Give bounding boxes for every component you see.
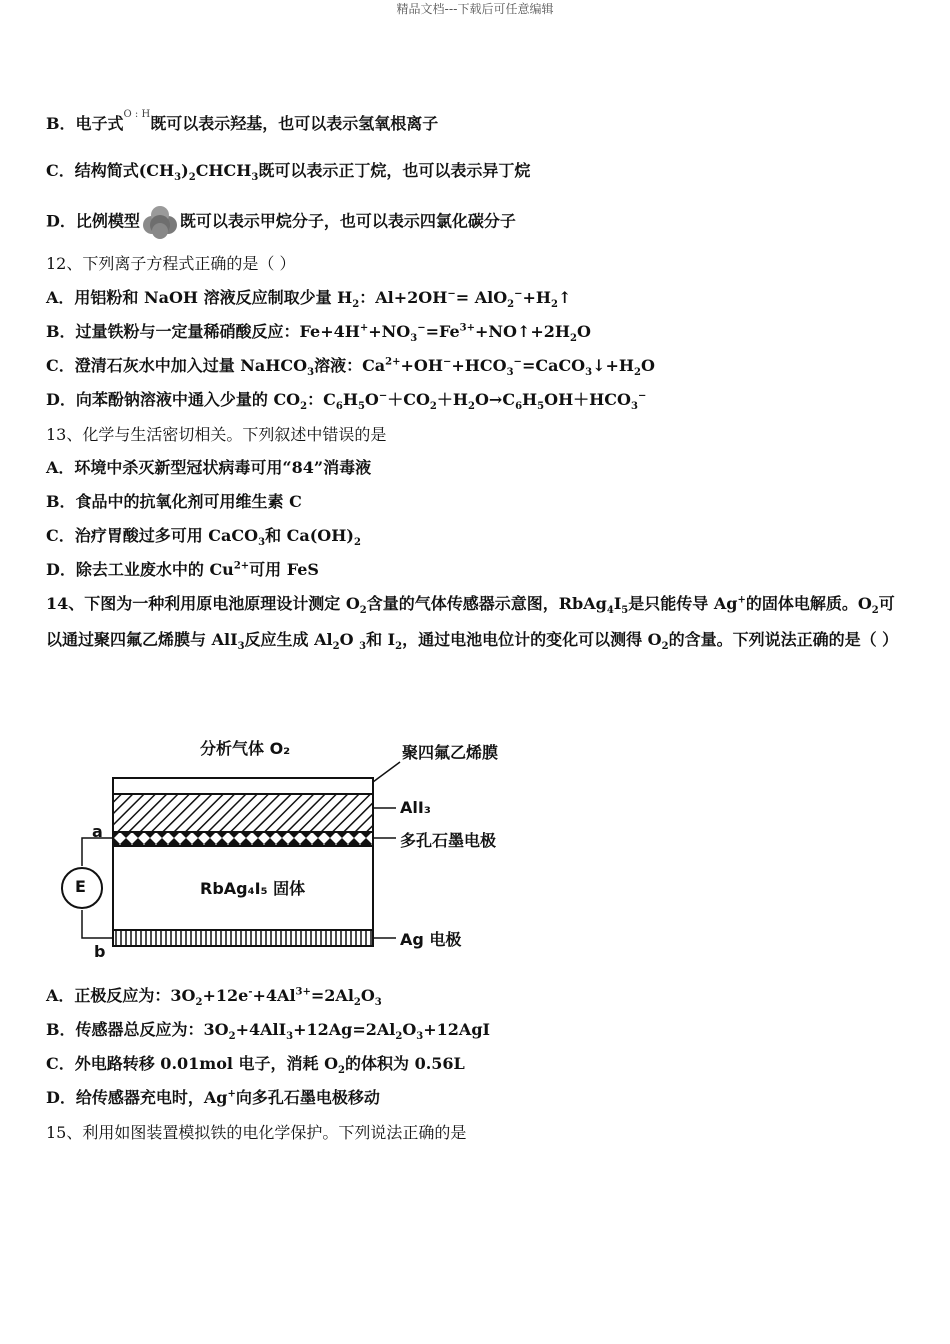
q11-b-text: B．电子式 [46,114,124,133]
text-segment: C．外电路转移 0.01mol 电子，消耗 O [46,1054,339,1073]
terminal-b: b [94,942,106,961]
graphite-label: 多孔石墨电极 [400,831,497,850]
q14-option-a [46,986,382,1009]
q12-title: 12、下列离子方程式正确的是（ ） [46,254,296,273]
text-segment: I [613,594,622,613]
supscript: − [514,288,523,300]
subscript: 3 [359,641,367,653]
text-segment: O [364,390,379,409]
sub: 3 [174,172,182,184]
text-segment: D．向苯酚钠溶液中通入少量的 CO [46,390,301,409]
text-segment: C．治疗胃酸过多可用 CaCO [46,526,259,545]
supscript: 3+ [459,322,475,334]
q12-option-a [46,288,572,311]
ag-electrode [113,930,373,946]
text-segment: ↓+H [592,356,635,375]
text-segment: D．除去工业废水中的 Cu [46,560,234,579]
text-segment: +OH [400,356,443,375]
text-segment: 可以通过聚四氟乙烯膜与 AlI [46,594,895,649]
text-segment: H [342,390,358,409]
meter-label: E [75,877,86,896]
text-segment: ↑ [558,288,572,307]
text-segment: 向多孔石墨电极移动 [235,1088,380,1107]
subscript: 3 [374,997,382,1009]
q11-d-text: D．比例模型 [46,211,140,231]
supscript: 2+ [385,356,401,368]
subscript: 2 [353,537,361,549]
subscript: 2 [352,299,360,311]
subscript: 3 [416,1031,424,1043]
text-segment: 是只能传导 Ag [628,594,738,613]
text-segment: ＋H [436,390,469,409]
text-segment: O [577,322,591,341]
text-segment: 含量的气体传感器示意图，RbAg [366,594,607,613]
supscript: − [447,288,456,300]
q11-b-text-2: 既可以表示羟基，也可以表示氢氧根离子 [150,114,439,133]
supscript: + [737,594,746,606]
text-segment: ＋CO [387,390,430,409]
supscript: + [359,322,369,334]
text-segment: C．澄清石灰水中加入过量 NaHCO [46,356,308,375]
supscript: − [378,390,388,402]
gas-sensor-diagram [60,730,500,970]
text-segment: O [360,986,375,1005]
q14-option-c [46,1054,465,1077]
subscript: 4 [606,605,614,617]
subscript: 3 [258,537,266,549]
supscript: − [417,322,426,334]
supscript: - [248,986,253,998]
text-segment: +12Ag=2Al [293,1020,396,1039]
text: ) [181,161,189,180]
q11-option-b [46,108,439,135]
subscript: 2 [395,641,403,653]
q13-option-b: B．食品中的抗氧化剂可用维生素 C [46,492,302,511]
subscript: 5 [357,401,365,413]
page-header: 精品文档---下载后可任意编辑 [396,2,554,16]
space-filling-model-image [140,205,180,239]
text-segment: +12e [202,986,249,1005]
q13-option-c [46,526,361,549]
membrane-layer [113,778,373,794]
subscript: 2 [332,641,340,653]
text-segment: A．用铝粉和 NaOH 溶液反应制取少量 H [46,288,353,307]
electron-formula-text: O : H [123,108,151,120]
supscript: − [637,390,647,402]
text: 既可以表示正丁烷，也可以表示异丁烷 [258,161,531,180]
q13-option-d [46,560,319,580]
subscript: 3 [410,333,418,345]
q12-option-b [46,322,591,345]
subscript: 2 [507,299,515,311]
text-segment: 14、下图为一种利用原电池原理设计测定 O [46,594,360,613]
text-segment: +H [522,288,552,307]
solid-label: RbAg₄I₅ 固体 [200,879,306,898]
q13-title: 13、化学与生活密切相关。下列叙述中错误的是 [46,425,387,444]
electron-formula [124,105,151,125]
subscript: 2 [359,605,367,617]
text-segment: 可用 FeS [249,560,319,579]
subscript: 2 [300,401,308,413]
sub: 2 [188,172,196,184]
q11-option-d [46,205,516,239]
q14-option-d [46,1088,380,1108]
text-segment: 和 Ca(OH) [265,526,354,545]
text-segment: = AlO [455,288,508,307]
text-segment: +4Al [252,986,296,1005]
text-segment: A．正极反应为：3O [46,986,196,1005]
subscript: 2 [338,1065,346,1077]
q11-option-c [46,161,531,184]
text-segment: =2Al [310,986,354,1005]
subscript: 3 [630,401,638,413]
text-segment: 和 I [366,630,396,649]
subscript: 2 [353,997,361,1009]
ag-label: Ag 电极 [400,930,462,949]
q11-d-text-2: 既可以表示甲烷分子，也可以表示四氯化碳分子 [179,211,516,231]
subscript: 5 [537,401,545,413]
subscript: 2 [195,997,203,1009]
ali3-layer [113,794,373,832]
text-segment: +12AgI [423,1020,491,1039]
gas-label: 分析气体 O₂ [200,739,291,758]
text-segment: H [522,390,538,409]
subscript: 3 [286,1031,294,1043]
graphite-layer [113,832,373,846]
supscript: − [442,356,452,368]
text-segment: 反应生成 Al [244,630,333,649]
membrane-label: 聚四氟乙烯膜 [402,743,499,762]
text-segment: ：Al+2OH [359,288,448,307]
text-segment: O [339,630,360,649]
text: CHCH [195,161,252,180]
supscript: − [513,356,522,368]
ali3-label: AlI₃ [400,798,431,817]
text-segment: 的体积为 0.56L [345,1054,465,1073]
text-segment: B．传感器总反应为：3O [46,1020,229,1039]
subscript: 6 [335,401,343,413]
subscript: 2 [395,1031,403,1043]
text-segment: ：C [307,390,336,409]
subscript: 5 [621,605,629,617]
sub: 3 [251,172,259,184]
text: C．结构简式(CH [46,161,175,180]
text-segment: 的含量。下列说法正确的是（ ） [668,630,899,649]
text-segment: +4AlI [235,1020,287,1039]
q14-option-b [46,1020,491,1043]
subscript: 3 [237,641,245,653]
text-segment: D．给传感器充电时，Ag [46,1088,228,1107]
q12-option-d [46,390,647,413]
text-segment: B．过量铁粉与一定量稀硝酸反应：Fe+4H [46,322,360,341]
supscript: 2+ [233,560,250,572]
supscript: 3+ [295,986,311,998]
text-segment: O→C [474,390,516,409]
q14-stem [46,586,906,658]
subscript: 2 [661,641,669,653]
text-segment: +NO [368,322,411,341]
subscript: 2 [468,401,475,413]
q12-option-c [46,356,655,379]
q13-option-a: A．环境中杀灭新型冠状病毒可用“84”消毒液 [46,458,372,477]
subscript: 3 [506,367,514,379]
text-segment: 的固体电解质。O [745,594,872,613]
subscript: 2 [871,605,879,617]
subscript: 2 [551,299,559,311]
text-segment: ，通过电池电位计的变化可以测得 O [402,630,662,649]
subscript: 6 [515,401,523,413]
supscript: + [227,1088,236,1100]
subscript: 2 [570,333,577,345]
text-segment: =CaCO [521,356,586,375]
q15-title: 15、利用如图装置模拟铁的电化学保护。下列说法正确的是 [46,1123,467,1142]
text-segment: 溶液：Ca [314,356,386,375]
text-segment: +HCO [451,356,507,375]
subscript: 2 [228,1031,236,1043]
text-segment: O [641,356,655,375]
subscript: 2 [634,367,641,379]
text-segment: O [402,1020,417,1039]
text-segment: +NO↑+2H [475,322,571,341]
subscript: 3 [585,367,593,379]
terminal-a: a [92,822,103,841]
subscript: 2 [429,401,437,413]
text-segment: OH＋HCO [544,390,631,409]
text-segment: =Fe [425,322,460,341]
subscript: 3 [307,367,315,379]
